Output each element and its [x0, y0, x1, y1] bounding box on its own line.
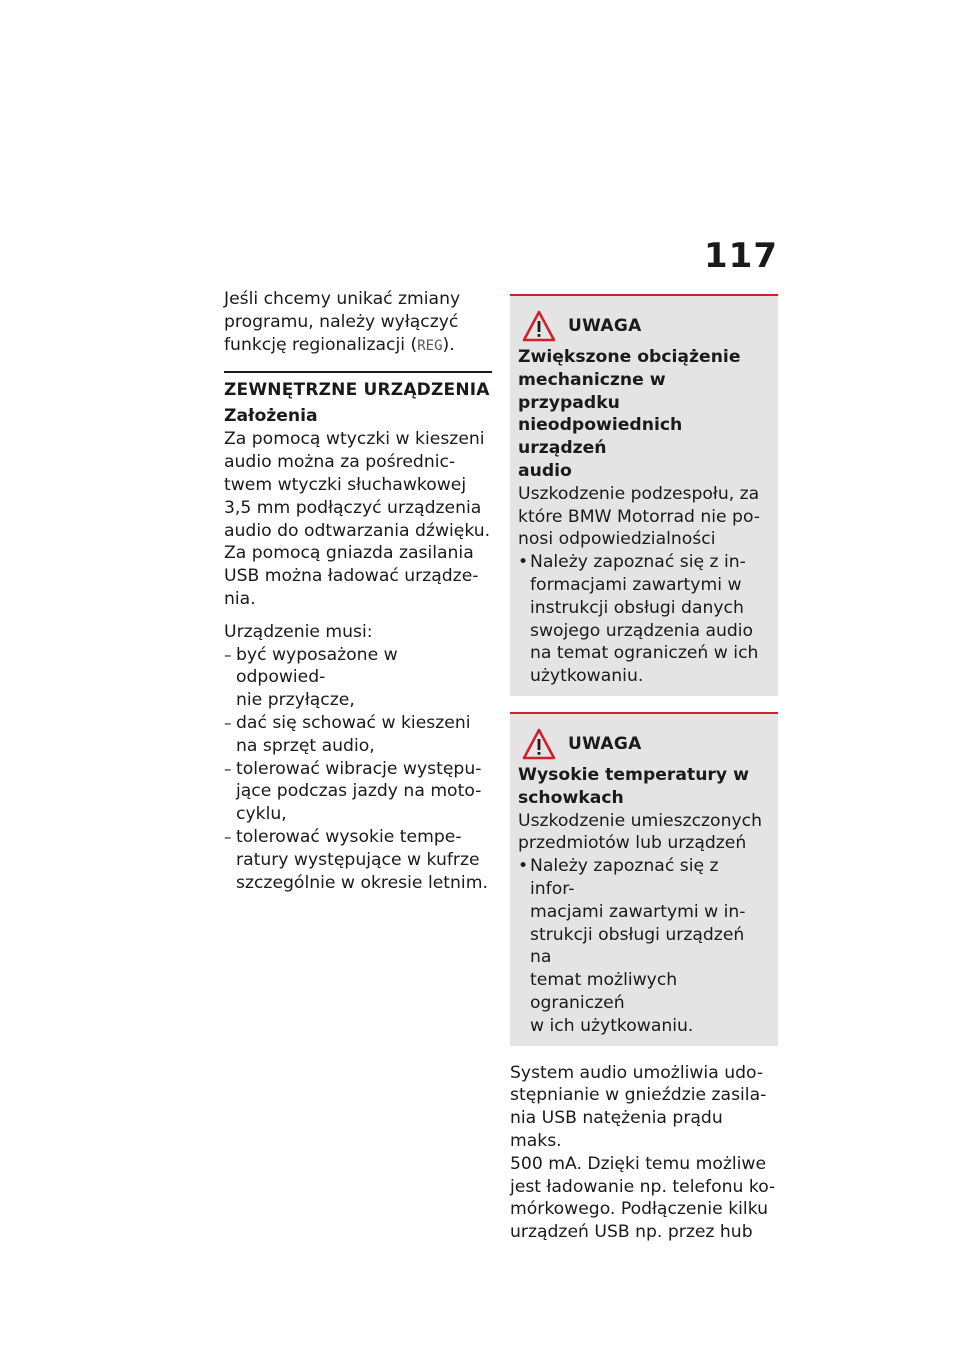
warning-heading: [518, 346, 768, 483]
list-item: [224, 758, 492, 826]
text-line: mechaniczne w przypadku: [518, 369, 666, 413]
text-line: przedmiotów lub urządzeń: [518, 833, 747, 854]
text-line: Wysokie temperatury w: [518, 764, 749, 785]
text-line: formacjami zawartymi w: [530, 574, 742, 595]
text-line: audio: [518, 460, 572, 481]
warning-label: UWAGA: [568, 316, 642, 336]
text-line: na sprzęt audio,: [236, 735, 375, 756]
warning-title-row: [518, 308, 768, 344]
text-line: na temat ograniczeń w ich: [530, 643, 759, 664]
intro-paragraph: [224, 288, 492, 357]
warning-actions: [518, 855, 768, 1037]
text-line: audio do odtwarzania dźwięku.: [224, 520, 491, 541]
warning-box: [510, 712, 778, 1046]
warning-triangle-icon: [522, 310, 556, 342]
text-line: nia.: [224, 588, 256, 609]
text-line: 500 mA. Dzięki temu możliwe: [510, 1153, 767, 1174]
text-line: macjami zawartymi w in-: [530, 901, 746, 922]
right-column: [510, 294, 778, 1244]
warning-box: [510, 294, 778, 696]
text-line: Uszkodzenie umieszczonych: [518, 810, 762, 831]
text-line: – tolerować wibracje występu-: [236, 758, 482, 779]
text-line: swojego urządzenia audio: [530, 620, 754, 641]
text-fragment: funkcję regionalizacji (: [224, 334, 418, 355]
text-line: – być wyposażone w odpowied-: [236, 644, 398, 688]
usb-paragraph: [510, 1062, 778, 1244]
warning-consequence: [518, 483, 768, 551]
text-line: twem wtyczki słuchawkowej: [224, 474, 467, 495]
text-line: strukcji obsługi urządzeń na: [530, 924, 745, 968]
text-line: – tolerować wysokie tempe-: [236, 826, 462, 847]
text-line: 3,5 mm podłączyć urządzenia: [224, 497, 482, 518]
text-line: w ich użytkowaniu.: [530, 1015, 694, 1036]
text-line: które BMW Motorrad nie po-: [518, 506, 761, 527]
list-item: [518, 551, 768, 688]
text-line: instrukcji obsługi danych: [530, 597, 744, 618]
text-line: Za pomocą gniazda zasilania: [224, 543, 474, 564]
left-column: [224, 288, 492, 894]
text-line: cyklu,: [236, 804, 287, 825]
text-line: szczególnie w okresie letnim.: [236, 872, 488, 893]
text-line: urządzeń USB np. przez hub: [510, 1222, 753, 1243]
sub-title: Założenia: [224, 406, 318, 427]
warning-heading: [518, 764, 768, 810]
text-line: nieodpowiednich urządzeń: [518, 415, 683, 459]
list-item: [224, 644, 492, 712]
text-line: jest ładowanie np. telefonu ko-: [510, 1176, 776, 1197]
page-number: 117: [704, 236, 778, 276]
text-line: System audio umożliwia udo-: [510, 1062, 764, 1083]
text-line: nosi odpowiedzialności: [518, 529, 716, 550]
warning-label: UWAGA: [568, 733, 642, 754]
text-line: USB można ładować urządze-: [224, 566, 479, 587]
requirements-intro: Urządzenie musi:: [224, 621, 373, 642]
list-item: [224, 826, 492, 894]
text-line: schowkach: [518, 787, 624, 808]
paragraph-assumptions: [224, 428, 492, 610]
text-line: nia USB natężenia prądu maks.: [510, 1108, 723, 1151]
text-fragment: ).: [442, 334, 455, 355]
warning-actions: [518, 551, 768, 688]
text-line: stępnianie w gnieździe zasila-: [510, 1085, 767, 1106]
text-line: mórkowego. Podłączenie kilku: [510, 1199, 769, 1220]
text-line: jące podczas jazdy na moto-: [236, 781, 482, 802]
text-line: temat możliwych ograniczeń: [530, 970, 678, 1013]
text-line: – dać się schować w kieszeni: [236, 712, 471, 733]
text-line: audio można za pośrednic-: [224, 452, 456, 473]
warning-consequence: [518, 810, 768, 856]
text-line: [224, 334, 492, 358]
reg-code: REG: [417, 337, 443, 354]
text-line: nie przyłącze,: [236, 690, 355, 711]
section-title: ZEWNĘTRZNE URZĄDZENIA: [224, 371, 492, 402]
list-item: [518, 855, 768, 1037]
text-line: Jeśli chcemy unikać zmiany: [224, 289, 461, 309]
text-line: • Należy zapoznać się z infor-: [530, 856, 719, 899]
requirements-list: [224, 644, 492, 895]
text-line: • Należy zapoznać się z in-: [530, 552, 746, 573]
text-line: Za pomocą wtyczki w kieszeni: [224, 429, 485, 450]
text-line: Zwiększone obciążenie: [518, 347, 741, 367]
text-line: Uszkodzenie podzespołu, za: [518, 483, 760, 504]
text-line: programu, należy wyłączyć: [224, 311, 459, 332]
list-item: [224, 712, 492, 758]
warning-triangle-icon: [522, 728, 556, 760]
warning-title-row: [518, 726, 768, 762]
text-line: ratury występujące w kufrze: [236, 849, 480, 870]
text-line: użytkowaniu.: [530, 666, 644, 687]
